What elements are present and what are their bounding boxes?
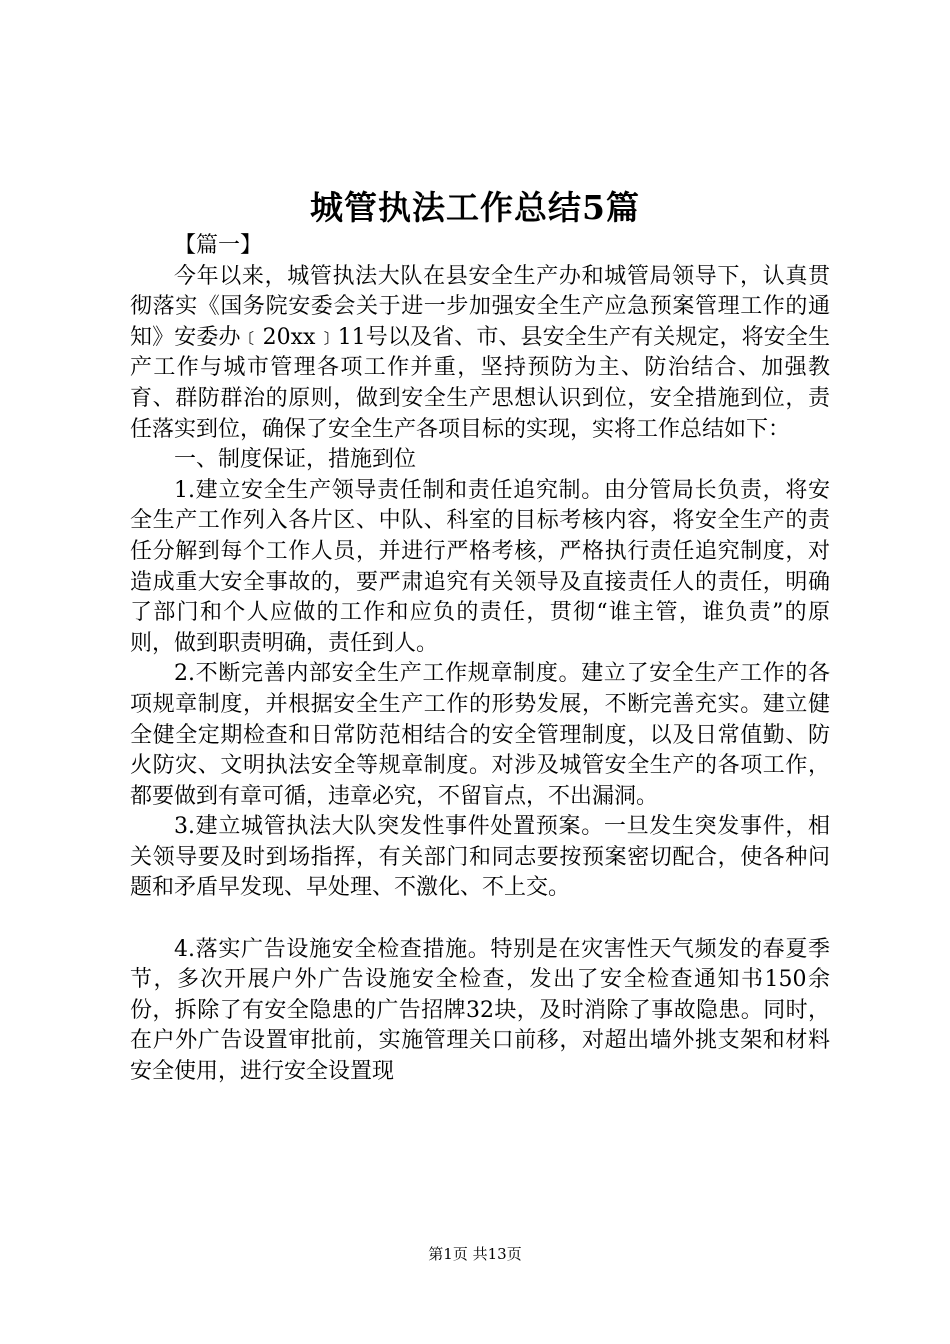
section-label: 【篇一】 <box>174 233 263 258</box>
document-body <box>130 231 830 1088</box>
paragraph-intro: 今年以来，城管执法大队在县安全生产办和城管局领导下，认真贯彻落实《国务院安委会关于进一步加强安全生产应急预案管理工作的通知》安委办﹝20xx﹞11号以及省、市、县安全生产有关规定，将安全生产工作与城市管理各项工作并重，坚持预防为主、防治结合、加强教育、群防群治的原则，做到安全生产思想认识到位，安全措施到位，责任落实到位，确保了安全生产各项目标的实现，实将工作总结如下： <box>130 263 830 442</box>
paragraph-item-4: 4.落实广告设施安全检查措施。特别是在灾害性天气频发的春夏季节，多次开展户外广告设施安全检查，发出了安全检查通知书150余份，拆除了有安全隐患的广告招牌32块，及时消除了事故隐患。同时，在户外广告设置审批前，实施管理关口前移，对超出墙外挑支架和材料安全使用，进行安全设置现 <box>130 936 830 1085</box>
paragraph-item-2: 2.不断完善内部安全生产工作规章制度。建立了安全生产工作的各项规章制度，并根据安全生产工作的形势发展，不断完善充实。建立健全健全定期检查和日常防范相结合的安全管理制度，以及日常值勤、防火防灾、文明执法安全等规章制度。对涉及城管安全生产的各项工作，都要做到有章可循，违章必究，不留盲点，不出漏洞。 <box>130 661 830 809</box>
paragraph-item-3: 3.建立城管执法大队突发性事件处置预案。一旦发生突发事件，相关领导要及时到场指挥，有关部门和同志要按预案密切配合，使各种问题和矛盾早发现、早处理、不激化、不上交。 <box>130 814 830 901</box>
blank-line <box>130 904 830 935</box>
page-footer: 第1页 共13页 <box>428 1245 522 1263</box>
document-title: 城管执法工作总结5篇 <box>310 188 640 227</box>
paragraph-item-1: 1.建立安全生产领导责任制和责任追究制。由分管局长负责，将安全生产工作列入各片区、中队、科室的目标考核内容，将安全生产的责任分解到每个工作人员，并进行严格考核，严格执行责任追究制度，对造成重大安全事故的，要严肃追究有关领导及直接责任人的责任，明确了部门和个人应做的工作和应负的责任，贯彻“谁主管，谁负责”的原则，做到职责明确，责任到人。 <box>130 477 830 656</box>
section-heading: 一、制度保证，措施到位 <box>174 447 417 473</box>
